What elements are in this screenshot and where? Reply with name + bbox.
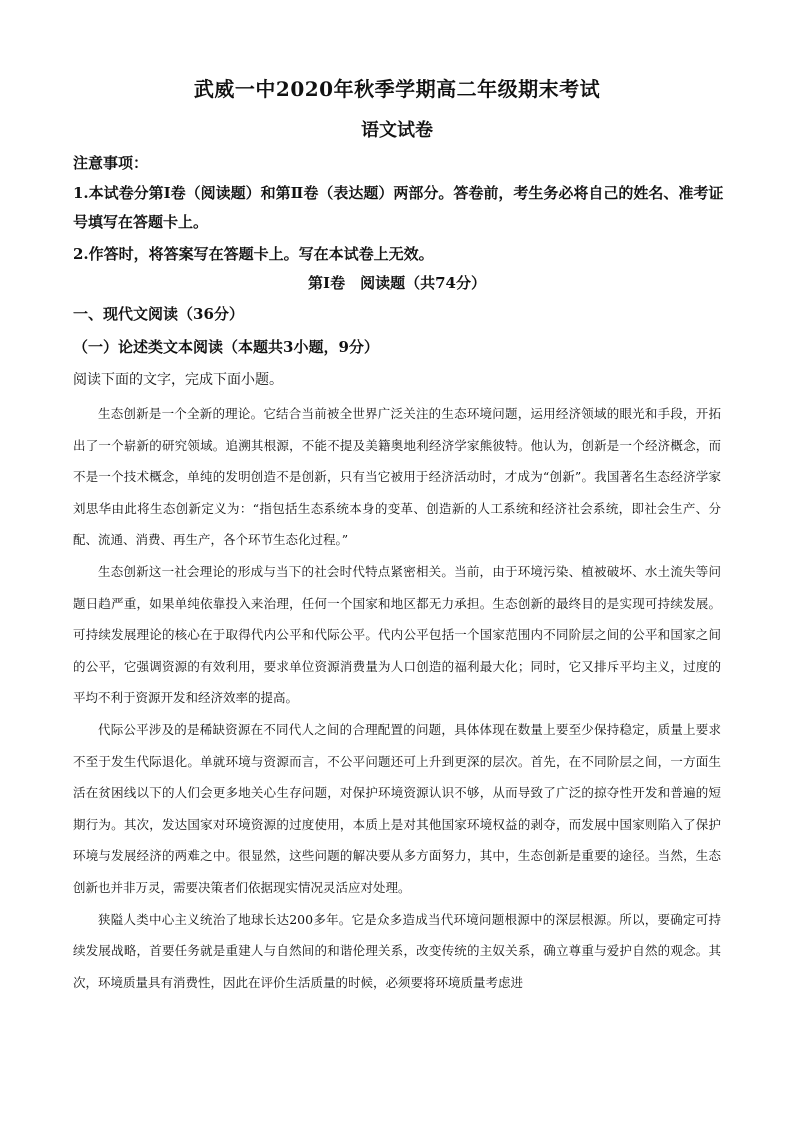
notice-heading: 注意事项： (73, 154, 149, 172)
subsection-heading: （一）论述类文本阅读（本题共3小题，9分） (73, 338, 379, 356)
passage-paragraph: 狭隘人类中心主义统治了地球长达200多年。它是众多造成当代环境问题根源中的深层根源。所以，要确定可持续发展战略，首要任务就是重建人与自然间的和谐伦理关系，改变传统的主奴关系，确立尊重与爱护自然的观念。其次，环境质量具有消费性，因此在评价生活质量的时候，必须要将环境质量考虑进 (73, 911, 721, 990)
notice-item-1: 1.本试卷分第Ⅰ卷（阅读题）和第Ⅱ卷（表达题）两部分。答卷前，考生务必将自己的姓名、准考证号填写在答题卡上。 (73, 184, 724, 231)
exam-subtitle: 语文试卷 (361, 120, 433, 141)
notice-item-2: 2.作答时，将答案写在答题卡上。写在本试卷上无效。 (73, 245, 434, 263)
exam-title: 武威一中2020年秋季学期高二年级期末考试 (193, 77, 601, 101)
section-heading: 一、现代文阅读（36分） (73, 305, 244, 323)
part-heading: 第Ⅰ卷 阅读题（共74分） (308, 274, 486, 292)
reading-passage (73, 398, 721, 998)
passage-paragraph: 生态创新是一个全新的理论。它结合当前被全世界广泛关注的生态环境问题，运用经济领域的眼光和手段，开拓出了一个崭新的研究领域。追溯其根源，不能不提及美籍奥地利经济学家熊彼特。他认为，创新是一个经济概念，而不是一个技术概念，单纯的发明创造不是创新，只有当它被用于经济活动时，才成为“创新”。我国著名生态经济学家刘思华由此将生态创新定义为：“指包括生态系统本身的变革、创造新的人工系统和经济社会系统，即社会生产、分配、流通、消费、再生产，各个环节生态化过程。” (73, 406, 721, 548)
reading-instruction: 阅读下面的文字，完成下面小题。 (73, 372, 283, 388)
passage-paragraph: 代际公平涉及的是稀缺资源在不同代人之间的合理配置的问题，具体体现在数量上要至少保持稳定，质量上要求不至于发生代际退化。单就环境与资源而言，不公平问题还可上升到更深的层次。首先，在不同阶层之间，一方面生活在贫困线以下的人们会更多地关心生存问题，对保护环境资源认识不够，从而导致了广泛的掠夺性开发和普遍的短期行为。其次，发达国家对环境资源的过度使用，本质上是对其他国家环境权益的剥夺，而发展中国家则陷入了保护环境与发展经济的两难之中。很显然，这些问题的解决要从多方面努力，其中，生态创新是重要的途径。当然，生态创新也并非万灵，需要决策者们依据现实情况灵活应对处理。 (73, 721, 721, 895)
passage-paragraph: 生态创新这一社会理论的形成与当下的社会时代特点紧密相关。当前，由于环境污染、植被破坏、水土流失等问题日趋严重，如果单纯依靠投入来治理，任何一个国家和地区都无力承担。生态创新的最终目的是实现可持续发展。可持续发展理论的核心在于取得代内公平和代际公平。代内公平包括一个国家范围内不同阶层之间的公平和国家之间的公平，它强调资源的有效利用，要求单位资源消费量为人口创造的福利最大化；同时，它又排斥平均主义，过度的平均不利于资源开发和经济效率的提高。 (73, 563, 721, 706)
